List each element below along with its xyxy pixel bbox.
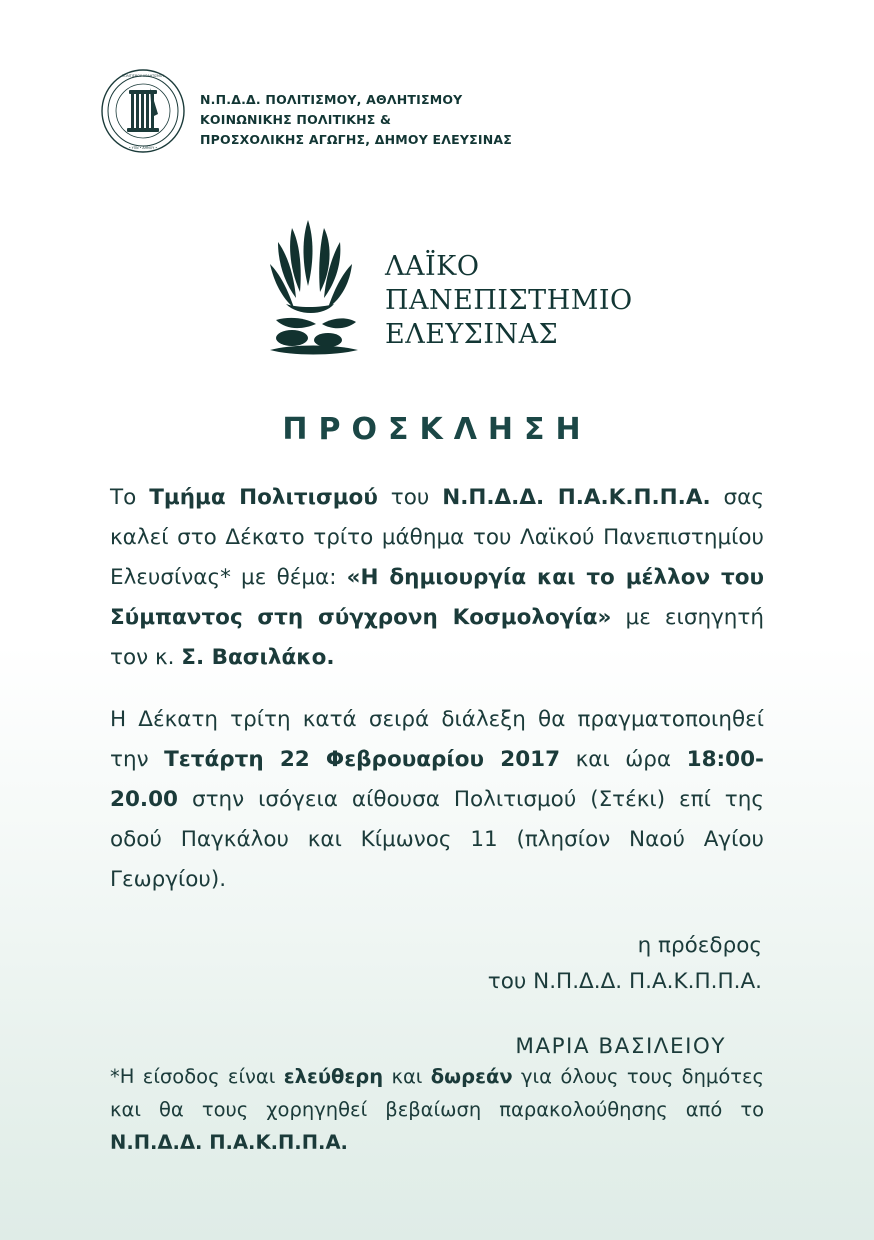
footnote-free: ελεύθερη	[283, 1065, 384, 1088]
signer-name: ΜΑΡΙΑ ΒΑΣΙΛΕΙΟΥ	[515, 1034, 726, 1059]
svg-text:ΠΟΛΙΤΙΣΜΟΥ ΑΘΛΗΤΙΣΜΟΥ: ΠΟΛΙΤΙΣΜΟΥ ΑΘΛΗΤΙΣΜΟΥ	[121, 74, 165, 78]
org-line-2: ΚΟΙΝΩΝΙΚΗΣ ΠΟΛΙΤΙΚΗΣ &	[200, 112, 392, 127]
wheat-sheaf-icon	[262, 212, 367, 362]
signature-role: η πρόεδρος	[637, 933, 762, 958]
p1-text-c: του	[377, 485, 443, 510]
footnote-text-a: *Η είσοδος είναι	[110, 1065, 284, 1088]
p2-text-a: Η Δέκατη τρίτη κατά σειρά διάλεξη θα πραγματοποιηθεί την	[110, 707, 764, 772]
footnote-text-c: και	[383, 1065, 431, 1088]
logo-text	[385, 250, 633, 352]
p1-text-a: Το	[110, 485, 150, 510]
p1-text-d: σας καλεί στο Δέκατο τρίτο μάθημα του Λαϊκού Πανεπιστημίου Ελευσίνας* με θέμα:	[110, 485, 764, 590]
signature-org: του Ν.Π.Δ.Δ. Π.Α.Κ.Π.Π.Α.	[487, 969, 762, 994]
paragraph-invitation	[110, 478, 764, 678]
footnote-gratis: δωρεάν	[430, 1065, 513, 1088]
p2-time: 18:00-20.00	[110, 747, 764, 812]
page-title: ΠΡΟΣΚΛΗΣΗ	[282, 412, 592, 447]
invitation-body	[110, 478, 764, 1059]
footnote-text-d: για όλους τους δημότες και θα τους χορηγηθεί βεβαίωση παρακολούθησης από το	[110, 1065, 764, 1121]
org-line-3: ΠΡΟΣΧΟΛΙΚΗΣ ΑΓΩΓΗΣ, ΔΗΜΟΥ ΕΛΕΥΣΙΝΑΣ	[200, 132, 513, 147]
p1-text-e: με εισηγητή τον κ.	[110, 605, 764, 670]
municipal-seal-icon	[100, 68, 186, 154]
p2-text-c: και ώρα	[560, 747, 687, 772]
p1-speaker: Σ. Βασιλάκο.	[181, 645, 335, 670]
logo-line-1: ΛΑΪΚΟ	[385, 251, 480, 282]
p1-topic: «Η δημιουργία και το μέλλον του Σύμπαντος στη σύγχρονη Κοσμολογία»	[110, 565, 764, 630]
logo-line-3: ΕΛΕΥΣΙΝΑΣ	[385, 319, 559, 350]
organization-name	[200, 90, 512, 150]
signature-block	[110, 928, 764, 1000]
footnote-org: Ν.Π.Δ.Δ. Π.Α.Κ.Π.Π.Α.	[110, 1131, 348, 1154]
p1-org: Ν.Π.Δ.Δ. Π.Α.Κ.Π.Π.Α.	[442, 485, 711, 510]
p2-text-d: στην ισόγεια αίθουσα Πολιτισμού (Στέκι) επί της οδού Παγκάλου και Κίμωνος 11 (πλησίον Ναού Αγίου Γεωργίου).	[110, 787, 764, 892]
header	[100, 68, 512, 154]
org-line-1: Ν.Π.Δ.Δ. ΠΟΛΙΤΙΣΜΟΥ, ΑΘΛΗΤΙΣΜΟΥ	[200, 92, 463, 107]
svg-text:• ΥΠΝ • ΔΗΜΟΥ •: • ΥΠΝ • ΔΗΜΟΥ •	[128, 146, 158, 150]
paragraph-details	[110, 700, 764, 900]
logo-line-2: ΠΑΝΕΠΙΣΤΗΜΙΟ	[385, 285, 633, 316]
footnote	[110, 1060, 764, 1159]
p1-dept: Τμήμα Πολιτισμού	[149, 485, 378, 510]
laiko-panepistimio-logo	[262, 212, 633, 362]
p2-date: Τετάρτη 22 Φεβρουαρίου 2017	[164, 747, 561, 772]
